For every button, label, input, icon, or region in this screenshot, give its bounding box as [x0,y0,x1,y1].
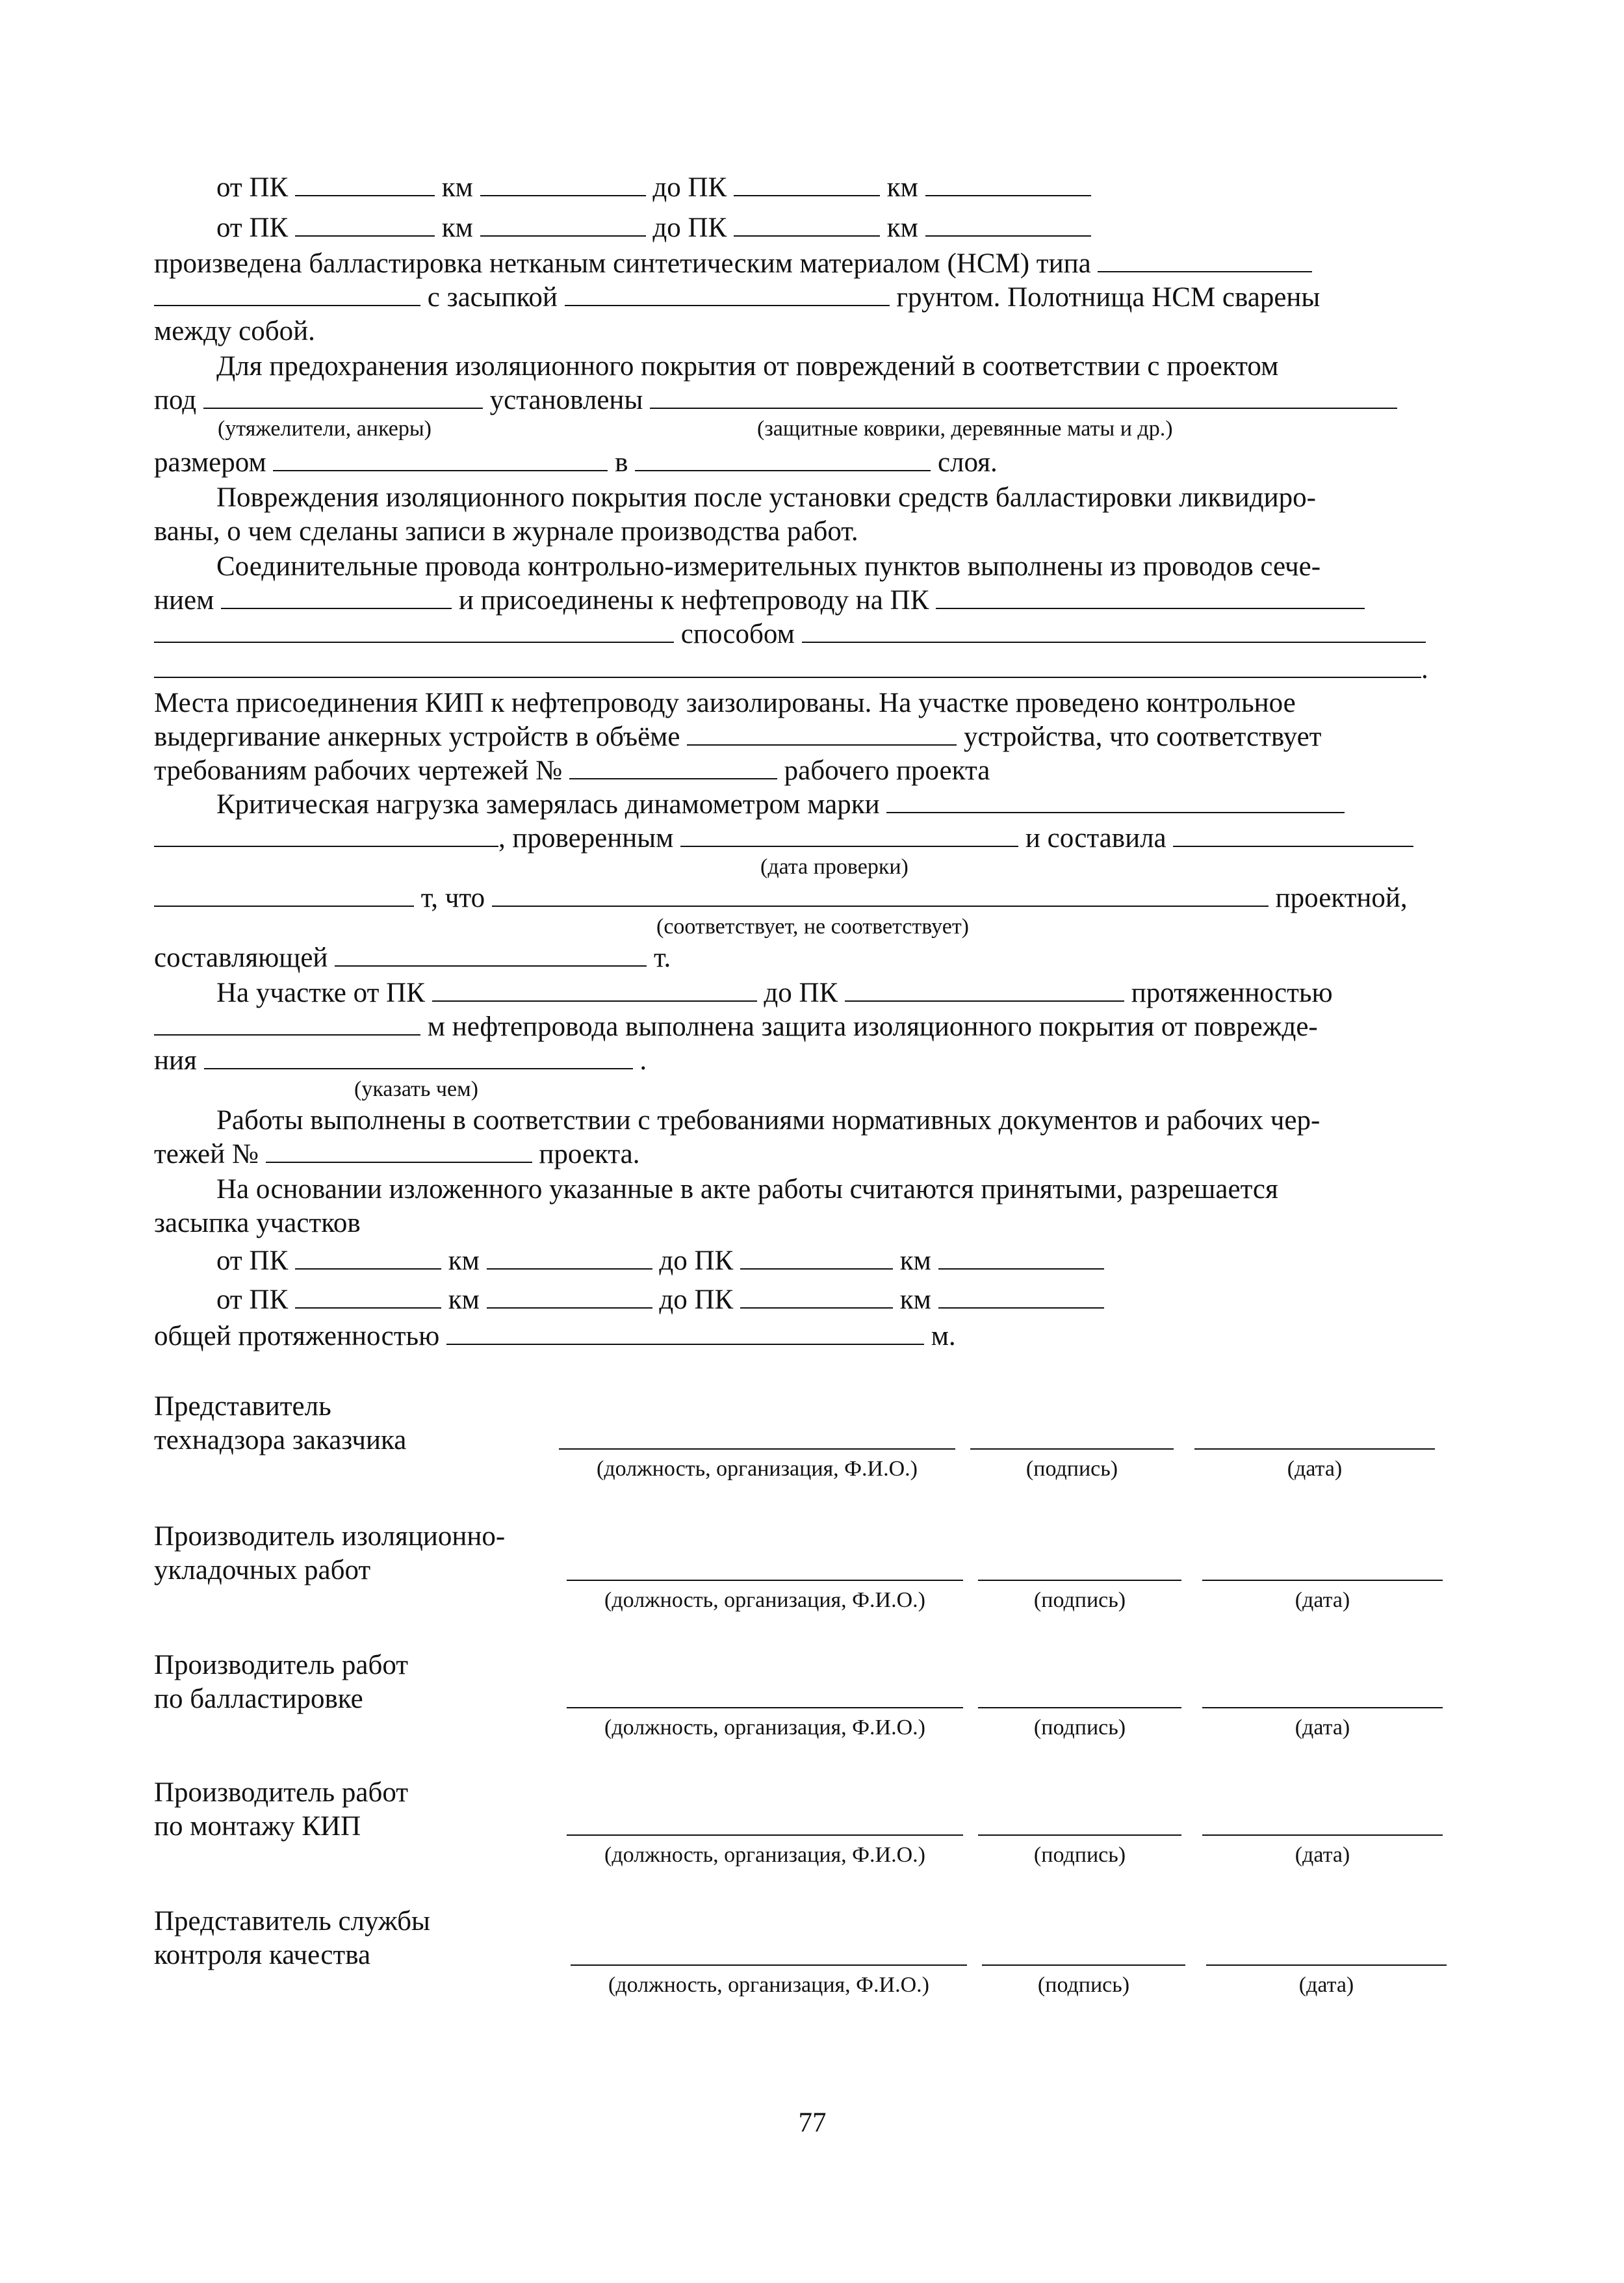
pk-from-field[interactable] [295,1284,441,1309]
section-line-3: ния . [154,1045,647,1076]
signatory-title-1: Производитель работ [154,1777,409,1808]
nsm-type-cont-field[interactable] [154,281,420,306]
weights-field[interactable] [203,384,483,409]
date-line[interactable] [1202,1834,1443,1836]
kip-line-2: выдергивание анкерных устройств в объёме устройства, что соответствует [154,722,1322,752]
position-caption: (должность, организация, Ф.И.О.) [604,1588,925,1612]
signature-line[interactable] [978,1580,1181,1581]
dynamometer-cont-field[interactable] [154,822,498,847]
anchor-volume-field[interactable] [687,721,957,746]
section-length-field[interactable] [154,1011,420,1036]
protection-line-3: размером в слоя. [154,447,998,478]
signatory-title-1: Представитель [154,1391,331,1422]
signatory-title-2: контроля качества [154,1940,371,1970]
pk-range-row-2: от ПК км до ПК км [216,211,1091,245]
signature-caption: (подпись) [1033,1588,1126,1612]
page-number: 77 [798,2107,827,2138]
date-caption: (дата) [1295,1588,1350,1612]
km-to-field[interactable] [925,212,1091,237]
works-line-1: Работы выполнены в соответствии с требованиями нормативных документов и рабочих чер- [216,1105,1321,1136]
position-line[interactable] [567,1834,963,1836]
pk-range-row-1: от ПК км до ПК км [216,171,1091,205]
attach-pk-cont-field[interactable] [154,618,674,643]
fill-soil-field[interactable] [565,281,890,306]
pk-from-field[interactable] [295,172,435,196]
section-pk-to-field[interactable] [845,977,1124,1002]
nsm-type-field[interactable] [1098,248,1312,272]
attach-pk-field[interactable] [936,584,1365,609]
pk-range-row-3: от ПК км до ПК км [216,1244,1104,1278]
signatory-title-1: Производитель работ [154,1650,409,1680]
wires-line-3: способом [154,618,1426,651]
wires-line-2: нием и присоединены к нефтепроводу на ПК [154,584,1365,618]
load-line-4: составляющей т. [154,943,671,973]
damage-line-2: ваны, о чем сделаны записи в журнале производства работ. [154,516,858,547]
load-value-field[interactable] [1173,822,1413,847]
date-caption: (дата) [1287,1457,1343,1481]
date-caption: (дата) [1295,1843,1350,1867]
mats-field[interactable] [650,384,1397,409]
wires-line-1: Соединительные провода контрольно-измерительных пунктов выполнены из проводов сече- [216,551,1321,582]
km-from-field[interactable] [480,172,646,196]
load-value-cont-field[interactable] [154,882,414,907]
protection-means-field[interactable] [204,1045,633,1069]
pk-range-row-4: от ПК км до ПК км [216,1283,1104,1317]
date-line[interactable] [1202,1580,1443,1581]
position-caption: (должность, организация, Ф.И.О.) [604,1843,925,1867]
drawings-number-field[interactable] [569,755,777,779]
signatory-title-2: по балластировке [154,1684,363,1714]
damage-line-1: Повреждения изоляционного покрытия после установки средств балластировки ликвидиро- [216,482,1316,513]
km-from-field[interactable] [487,1245,652,1270]
section-pk-from-field[interactable] [432,977,757,1002]
km-from-field[interactable] [480,212,646,237]
dynamometer-field[interactable] [886,789,1345,813]
date-caption: (дата) [1295,1716,1350,1740]
position-caption: (должность, организация, Ф.И.О.) [604,1716,925,1740]
km-to-field[interactable] [925,172,1091,196]
protection-line-1: Для предохранения изоляционного покрытия от повреждений в соответствии с проектом [216,351,1279,382]
wires-line-4: . [154,653,1428,686]
acceptance-line-2: засыпка участков [154,1208,361,1238]
position-caption: (должность, организация, Ф.И.О.) [608,1973,929,1997]
signature-caption: (подпись) [1033,1843,1126,1867]
signatory-title-2: технадзора заказчика [154,1425,407,1455]
kip-line-3: требованиям рабочих чертежей № рабочего проекта [154,755,990,786]
section-line-2: м нефтепровода выполнена защита изоляционного покрытия от поврежде- [154,1010,1318,1044]
method-field[interactable] [802,618,1426,643]
date-line[interactable] [1202,1707,1443,1708]
signature-caption: (подпись) [1033,1716,1126,1740]
position-line[interactable] [567,1707,963,1708]
pk-to-field[interactable] [740,1245,893,1270]
signature-line[interactable] [970,1448,1174,1450]
signature-line[interactable] [978,1834,1181,1836]
check-date-field[interactable] [680,822,1018,847]
total-length-row: общей протяженностью м. [154,1321,956,1351]
conformity-caption: (соответствует, не соответствует) [656,915,969,939]
ballast-line-3: между собой. [154,316,315,346]
ballast-line-2: с засыпкой грунтом. Полотнища НСМ сварены [154,281,1320,315]
position-line[interactable] [567,1580,963,1581]
works-line-2: тежей № проекта. [154,1139,640,1169]
layer-field[interactable] [635,447,931,471]
load-line-1: Критическая нагрузка замерялась динамометром марки [216,788,1345,822]
signatory-title-2: укладочных работ [154,1555,371,1585]
works-drawings-field[interactable] [266,1138,532,1163]
signature-line[interactable] [982,1964,1185,1966]
date-line[interactable] [1194,1448,1435,1450]
check-date-caption: (дата проверки) [760,855,909,879]
signature-caption: (подпись) [1025,1457,1118,1481]
acceptance-line-1: На основании изложенного указанные в акте работы считаются принятыми, разрешается [216,1174,1278,1205]
kip-line-1: Места присоединения КИП к нефтепроводу заизолированы. На участке проведено контрольное [154,688,1296,718]
km-to-field[interactable] [938,1284,1104,1309]
pk-to-field[interactable] [734,212,880,237]
mats-caption: (защитные коврики, деревянные маты и др.) [757,417,1173,441]
signature-caption: (подпись) [1037,1973,1130,1997]
signatory-title-2: по монтажу КИП [154,1811,361,1842]
km-to-field[interactable] [938,1245,1104,1270]
protection-line-2: под установлены [154,384,1397,417]
km-from-field[interactable] [487,1284,652,1309]
pk-to-field[interactable] [734,172,880,196]
date-line[interactable] [1206,1964,1447,1966]
ballast-line-1: произведена балластировка нетканым синтетическим материалом (НСМ) типа [154,247,1312,281]
size-field[interactable] [273,447,608,471]
load-line-3: т, что проектной, [154,881,1408,915]
pk-to-field[interactable] [740,1284,893,1309]
conformity-field[interactable] [492,882,1269,907]
pk-from-field[interactable] [295,1245,441,1270]
signature-line[interactable] [978,1707,1181,1708]
pk-from-field[interactable] [295,212,435,237]
total-length-field[interactable] [446,1320,924,1345]
design-load-field[interactable] [335,942,647,967]
position-caption: (должность, организация, Ф.И.О.) [597,1457,918,1481]
weights-caption: (утяжелители, анкеры) [218,417,432,441]
date-caption: (дата) [1298,1973,1354,1997]
indicate-caption: (указать чем) [354,1077,478,1101]
section-line-1: На участке от ПК до ПК протяженностью [216,978,1333,1008]
method-cont-field[interactable] [154,653,1421,678]
load-line-2: , проверенным и составила [154,822,1413,855]
position-line[interactable] [571,1964,967,1966]
signatory-title-1: Представитель службы [154,1906,430,1937]
signatory-title-1: Производитель изоляционно- [154,1521,506,1552]
wire-section-field[interactable] [221,584,452,609]
position-line[interactable] [559,1448,955,1450]
